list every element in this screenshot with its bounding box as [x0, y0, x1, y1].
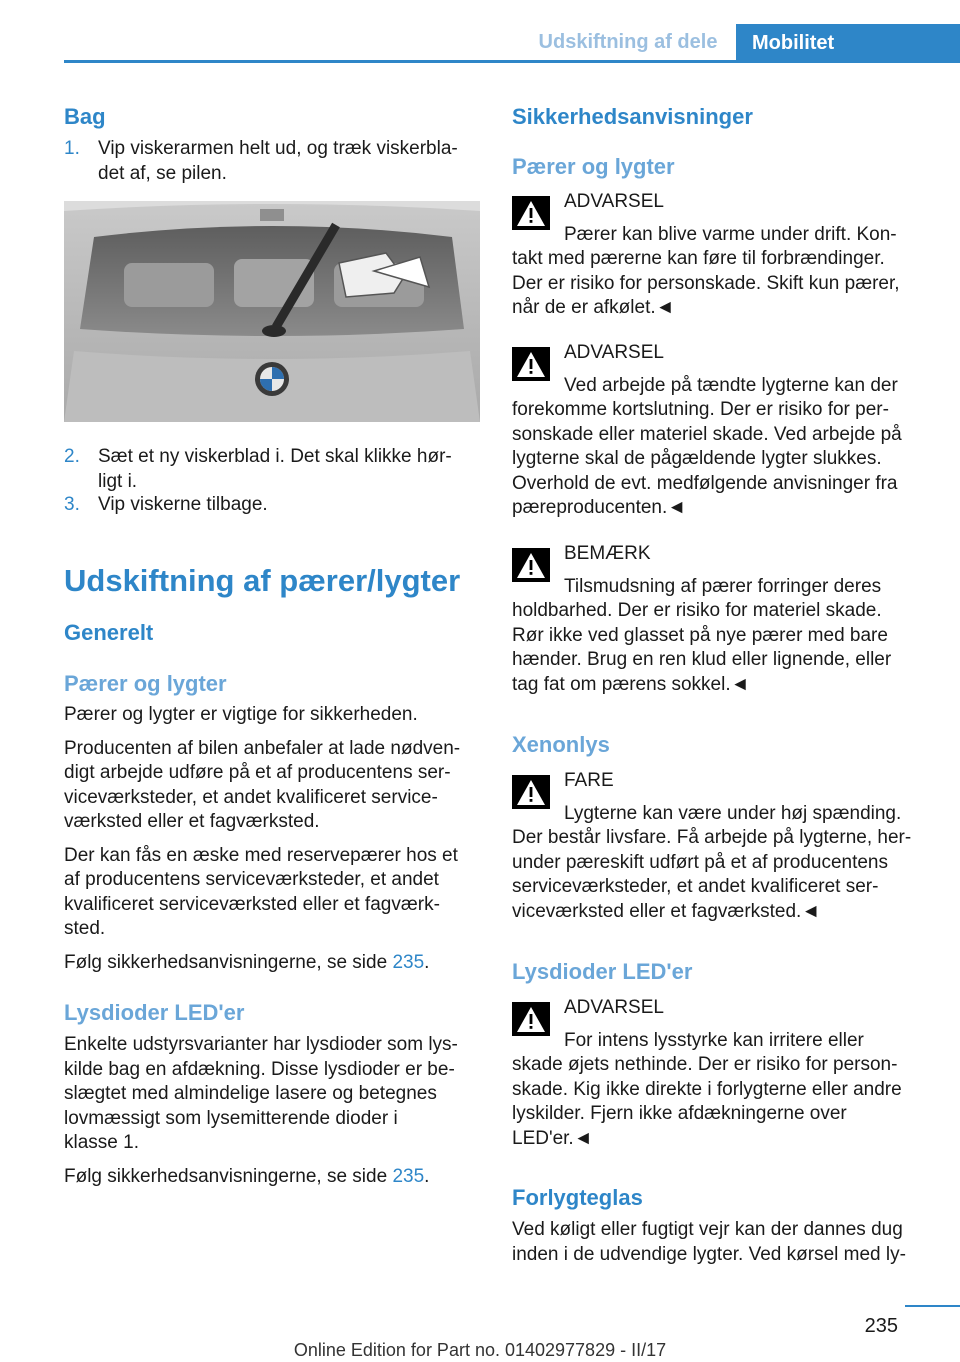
warning-text-line: Ved arbejde på tændte lygterne kan der — [564, 374, 898, 396]
main-heading: Udskiftning af pærer/lygter — [64, 563, 461, 598]
warning-text-line: Der består livsfare. Få arbejde på lygterne, her‐ — [512, 827, 912, 848]
page-link[interactable]: 235 — [392, 1165, 425, 1187]
edition-footer: Online Edition for Part no. 01402977829 - II/17 — [293, 1340, 667, 1360]
paragraph-line: Enkelte udstyrsvarianter har lysdioder som lys‐ — [64, 1034, 458, 1055]
paragraph-line: slægtet med almindelige lasere og betegnes — [64, 1083, 437, 1104]
paragraph-line: Producenten af bilen anbefaler at lade nødven‐ — [64, 737, 461, 759]
warning-text-line: Overhold de evt. medfølgende anvisninger fra — [512, 472, 898, 494]
warning-block — [512, 341, 932, 521]
warning-text-line: Der er risiko for personskade. Skift kun pærer, — [512, 272, 900, 294]
warning-text-line: For intens lysstyrke kan irritere eller — [564, 1029, 864, 1051]
paragraph-line: Ved køligt eller fugtigt vejr kan der dannes dug — [512, 1219, 903, 1240]
danger-block — [512, 769, 932, 924]
step-number: 3. — [64, 494, 80, 515]
warning-text-line: Tilsmudsning af pærer forringer deres — [564, 575, 882, 597]
rear-wiper-illustration — [64, 201, 480, 422]
warning-text-line: Lygterne kan være under høj spænding. — [564, 802, 902, 824]
paerer-heading: Pærer og lygter — [512, 154, 675, 179]
warning-text-line: viceværksted eller et fagværksted.◄ — [512, 900, 821, 922]
warning-block — [512, 542, 932, 697]
paragraph-line: viceværksteder, et andet kvalificeret service‐ — [64, 786, 438, 808]
warning-text-line: hænder. Brug en ren klud eller lignende, eller — [512, 649, 892, 670]
step-number: 2. — [64, 446, 80, 467]
warning-triangle-icon — [512, 1002, 550, 1036]
warning-triangle-icon — [512, 196, 550, 230]
warning-text-line: lygterne skal de pågældende lygter slukkes. — [512, 448, 882, 469]
warning-text-line: forekomme kortslutning. Der er risiko for per‐ — [512, 399, 889, 420]
warning-text-line: pæreproducenten.◄ — [512, 497, 687, 518]
header-chapter-tab[interactable]: Mobilitet — [736, 24, 960, 63]
step-text-line: det af, se pilen. — [98, 162, 227, 184]
step-text-line: ligt i. — [98, 470, 138, 492]
warning-label: ADVARSEL — [564, 191, 664, 212]
right-column — [512, 0, 932, 1300]
paragraph-line: af producentens serviceværksteder, et andet — [64, 869, 439, 890]
paragraph-line: kilde bag en afdækning. Disse lysdioder er be‐ — [64, 1058, 455, 1080]
warning-text-line: skade øjets nethinde. Der er risiko for person‐ — [512, 1054, 898, 1075]
warning-label: ADVARSEL — [564, 997, 664, 1018]
led-heading: Lysdioder LED'er — [512, 959, 693, 984]
warning-text-line: når de er afkølet.◄ — [512, 297, 675, 318]
step-text-line: Vip viskerarmen helt ud, og træk viskerbla‐ — [98, 138, 458, 159]
paragraph-line: sted. — [64, 918, 106, 939]
follow-instructions-line: Følg sikkerhedsanvisningerne, se side 235. — [64, 1165, 430, 1187]
warning-block — [512, 190, 932, 321]
paragraph-line: Der kan fås en æske med reservepærer hos et — [64, 844, 458, 866]
footer-divider — [905, 1305, 960, 1307]
paerer-text — [64, 703, 480, 975]
forlygteglas-text — [512, 1218, 932, 1267]
led-text — [64, 1033, 480, 1189]
paragraph-line: Pærer og lygter er vigtige for sikkerheden. — [64, 704, 418, 725]
paragraph-line: digt arbejde udføre på et af producentens ser‐ — [64, 762, 451, 783]
step-2 — [64, 445, 480, 495]
paragraph-line: klasse 1. — [64, 1132, 139, 1153]
xenon-heading: Xenonlys — [512, 732, 610, 757]
warning-text-line: Pærer kan blive varme under drift. Kon‐ — [564, 223, 897, 245]
warning-text-line: under pæreskift udført på et af producentens — [512, 851, 888, 873]
paragraph-line: inden i de udvendige lygter. Ved kørsel med ly‐ — [512, 1243, 906, 1265]
header-section-title: Udskiftning af dele — [538, 31, 718, 53]
paragraph-line: værksted eller et fagværksted. — [64, 811, 320, 832]
paragraph-line: kvalificeret serviceværksted eller et fagværk‐ — [64, 893, 440, 915]
warning-block — [512, 996, 932, 1151]
forlygteglas-heading: Forlygteglas — [512, 1185, 643, 1210]
step-text-line: Sæt et ny viskerblad i. Det skal klikke hør‐ — [98, 446, 452, 467]
warning-text-line: skade. Kig ikke direkte i forlygterne eller andre — [512, 1078, 902, 1100]
warning-triangle-icon — [512, 775, 550, 809]
page-number: 235 — [864, 1315, 898, 1337]
follow-instructions-line: Følg sikkerhedsanvisningerne, se side 235. — [64, 951, 430, 973]
warning-label: FARE — [564, 770, 614, 791]
step-3 — [64, 493, 480, 519]
warning-text-line: sonskade eller materiel skade. Ved arbejde på — [512, 423, 902, 445]
warning-text-line: Rør ikke ved glasset på nye pærer med bare — [512, 624, 888, 646]
warning-text-line: LED'er.◄ — [512, 1127, 593, 1149]
generelt-heading: Generelt — [64, 620, 154, 645]
warning-text-line: lyskilder. Fjern ikke afdækningerne over — [512, 1103, 847, 1124]
step-1 — [64, 137, 480, 187]
paragraph-line: lovmæssigt som lysemitterende dioder i — [64, 1107, 398, 1129]
warning-triangle-icon — [512, 347, 550, 381]
warning-label: BEMÆRK — [564, 543, 651, 564]
led-heading: Lysdioder LED'er — [64, 1000, 245, 1025]
left-column — [64, 0, 480, 1300]
page-link[interactable]: 235 — [392, 951, 425, 973]
warning-text-line: serviceværksteder, et andet kvalificeret ser‐ — [512, 876, 879, 897]
step-text-line: Vip viskerne tilbage. — [98, 494, 268, 515]
warning-text-line: takt med pærerne kan føre til forbrændinger. — [512, 248, 885, 269]
paerer-heading: Pærer og lygter — [64, 671, 227, 696]
warning-label: ADVARSEL — [564, 342, 664, 363]
step-number: 1. — [64, 138, 80, 159]
warning-triangle-icon — [512, 548, 550, 582]
bag-heading: Bag — [64, 104, 106, 129]
warning-text-line: holdbarhed. Der er risiko for materiel skade. — [512, 600, 882, 621]
safety-heading: Sikkerhedsanvisninger — [512, 104, 753, 129]
warning-text-line: tag fat om pærens sokkel.◄ — [512, 673, 750, 695]
